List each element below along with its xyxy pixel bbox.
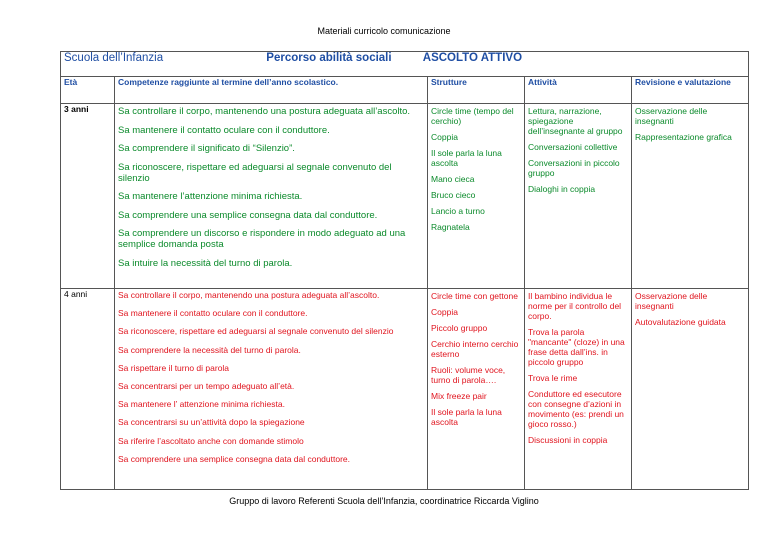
page-header: Materiali curricolo comunicazione — [317, 26, 451, 36]
list-item: Sa comprendere una semplice consegna data dal conduttore. — [118, 453, 351, 464]
percorso-title: Percorso abilità sociali — [266, 52, 392, 64]
list-item: Sa comprendere un discorso e rispondere in modo adeguato ad una semplice domanda posta — [118, 228, 406, 250]
header-row — [61, 77, 749, 104]
list-item: Lancio a turno — [431, 206, 485, 216]
list-item: Sa mantenere l’attenzione minima richiesta. — [118, 191, 303, 202]
list-item: Dialoghi in coppia — [528, 184, 596, 194]
title-cell — [61, 52, 749, 77]
list-item: Ragnatela — [431, 222, 470, 232]
strutture-cell — [428, 104, 525, 289]
list-item: Piccolo gruppo — [431, 323, 488, 333]
list-item: Circle time con gettone — [431, 291, 518, 301]
list-item: Sa riconoscere, rispettare ed adeguarsi al segnale convenuto del silenzio — [118, 326, 394, 337]
list-item: Sa riferire l’ascoltato anche con domande stimolo — [118, 435, 304, 446]
competenze-cell — [115, 104, 428, 289]
list-item: Cerchio interno cerchio esterno — [431, 339, 519, 359]
age-cell: 3 anni — [61, 104, 115, 289]
revisione-cell — [632, 289, 749, 490]
col-header-attivita: Attività — [525, 77, 632, 104]
table-row-3-anni — [61, 104, 749, 289]
list-item: Osservazione delle insegnanti — [635, 291, 708, 311]
page-footer: Gruppo di lavoro Referenti Scuola dell’Infanzia, coordinatrice Riccarda Viglino — [229, 496, 539, 506]
list-item: Il sole parla la luna ascolta — [431, 148, 502, 168]
list-item: Il bambino individua le norme per il controllo del corpo. — [528, 291, 622, 321]
list-item: Trova la parola "mancante" (cloze) in una frase detta dall’ins. in piccolo gruppo — [528, 327, 625, 367]
title-row — [61, 52, 749, 77]
list-item: Il sole parla la luna ascolta — [431, 407, 502, 427]
list-item: Sa concentrarsi su un’attività dopo la spiegazione — [118, 417, 305, 428]
ascolto-title: ASCOLTO ATTIVO — [422, 52, 523, 64]
list-item: Rappresentazione grafica — [635, 132, 732, 142]
age-cell: 4 anni — [61, 289, 115, 490]
curriculum-table — [60, 51, 749, 490]
list-item: Discussioni in coppia — [528, 435, 608, 445]
col-header-strutture: Strutture — [428, 77, 525, 104]
list-item: Sa mantenere il contatto oculare con il conduttore. — [118, 308, 308, 319]
list-item: Conduttore ed esecutore con consegne d’azioni in movimento (es: prendi un gioco rosso.) — [528, 389, 624, 429]
school-title: Scuola dell’Infanzia — [64, 52, 164, 64]
list-item: Sa concentrarsi per un tempo adeguato all’età. — [118, 381, 295, 392]
list-item: Mano cieca — [431, 174, 475, 184]
list-item: Sa comprendere la necessità del turno di parola. — [118, 344, 301, 355]
list-item: Sa controllare il corpo, mantenendo una postura adeguata all’ascolto. — [118, 106, 411, 117]
col-header-revisione: Revisione e valutazione — [632, 77, 749, 104]
col-header-eta: Età — [61, 77, 115, 104]
list-item: Autovalutazione guidata — [635, 317, 726, 327]
list-item: Sa comprendere una semplice consegna data dal conduttore. — [118, 209, 378, 221]
list-item: Sa rispettare il turno di parola — [118, 362, 230, 373]
table-row-4-anni — [61, 289, 749, 490]
list-item: Sa controllare il corpo, mantenendo una postura adeguata all’ascolto. — [118, 290, 380, 300]
list-item: Lettura, narrazione, spiegazione dell’insegnante al gruppo — [528, 106, 623, 136]
list-item: Sa comprendere il significato di “Silenzio”. — [118, 143, 295, 154]
list-item: Osservazione delle insegnanti — [635, 106, 708, 126]
list-item: Trova le rime — [528, 373, 578, 383]
list-item: Mix freeze pair — [431, 391, 487, 401]
revisione-cell — [632, 104, 749, 289]
list-item: Sa mantenere il contatto oculare con il conduttore. — [118, 124, 330, 136]
list-item: Circle time (tempo del cerchio) — [431, 106, 514, 126]
list-item: Ruoli: volume voce, turno di parola…. — [431, 365, 506, 385]
list-item: Bruco cieco — [431, 190, 476, 200]
competenze-cell — [115, 289, 428, 490]
list-item: Coppia — [431, 132, 458, 142]
list-item: Sa riconoscere, rispettare ed adeguarsi al segnale convenuto del silenzio — [118, 161, 392, 184]
col-header-competenze: Competenze raggiunte al termine dell’anno scolastico. — [115, 77, 428, 104]
attivita-cell — [525, 289, 632, 490]
strutture-cell — [428, 289, 525, 490]
list-item: Coppia — [431, 307, 458, 317]
list-item: Conversazioni in piccolo gruppo — [528, 158, 620, 178]
attivita-cell — [525, 104, 632, 289]
list-item: Sa mantenere l’ attenzione minima richiesta. — [118, 399, 285, 410]
list-item: Sa intuire la necessità del turno di parola. — [118, 257, 293, 269]
list-item: Conversazioni collettive — [528, 142, 618, 152]
